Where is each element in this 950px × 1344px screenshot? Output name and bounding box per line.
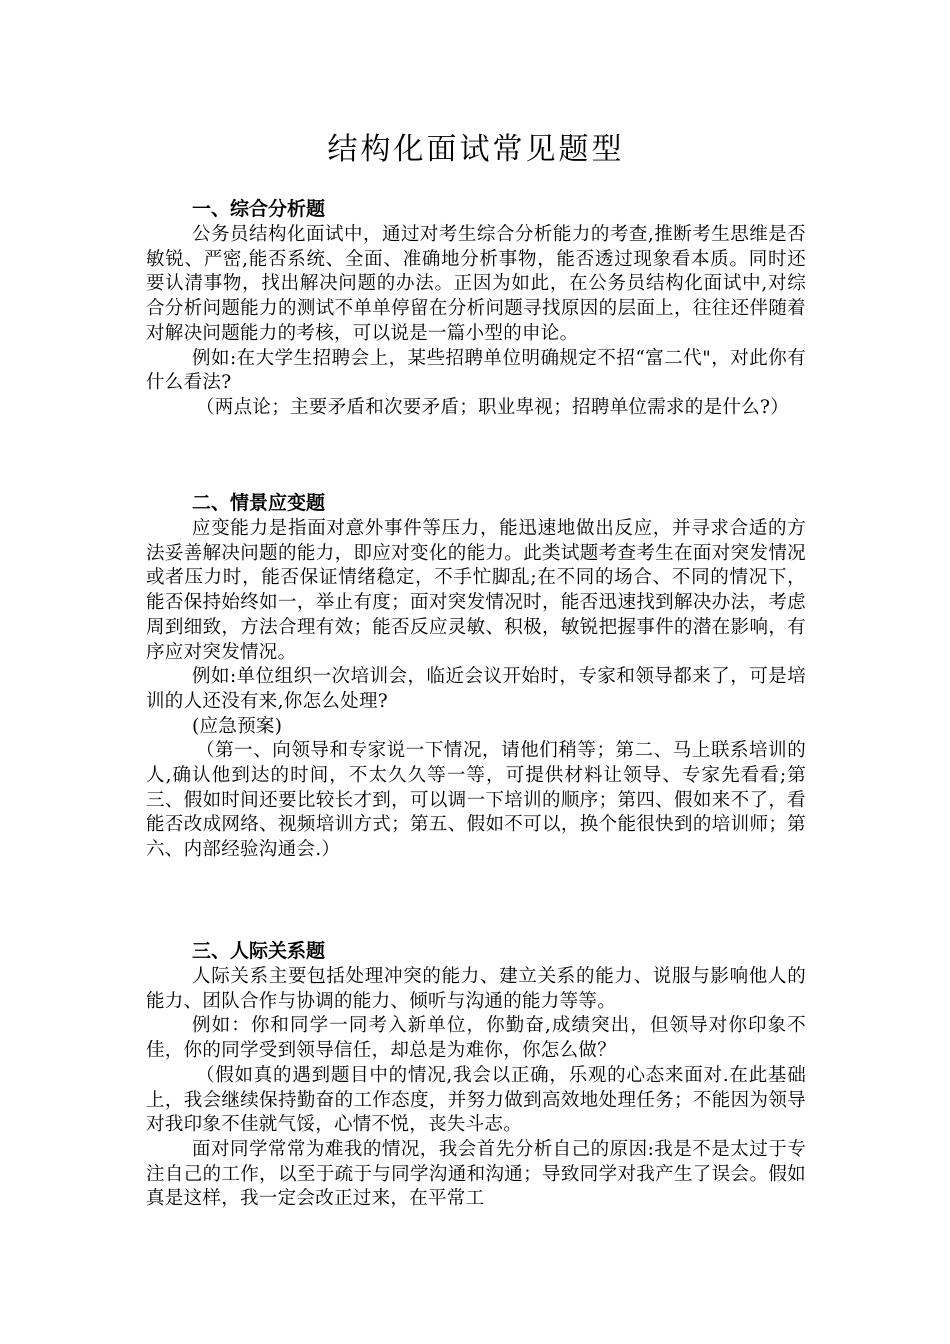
answer-paragraph: 面对同学常常为难我的情况，我会首先分析自己的原因:我是不是太过于专注自己的工作，以至于疏于与同学沟通和沟通；导致同学对我产生了误会。假如真是这样，我一定会改正过来，在平常工 <box>146 1138 806 1210</box>
answer-label: (应急预案) <box>192 715 283 737</box>
answer-paragraph: （假如真的遇到题目中的情况,我会以正确，乐观的心态来面对.在此基础上，我会继续保持勤奋的工作态度，并努力做到高效地处理任务；不能因为领导对我印象不佳就气馁，心情不悦，丧失斗志。 <box>146 1064 806 1136</box>
section-paragraph: 人际关系主要包括处理冲突的能力、建立关系的能力、说服与影响他人的能力、团队合作与协调的能力、倾听与沟通的能力等等。 <box>146 966 806 1012</box>
section-comprehensive-analysis <box>146 196 806 421</box>
section-heading: 一、综合分析题 <box>192 198 326 220</box>
answer-hint: （第一、向领导和专家说一下情况，请他们稍等；第二、马上联系培训的人,确认他到达的时间，不太久久等一等，可提供材料让领导、专家先看看;第三、假如时间还要比较长才到，可以调一下培训的顺序；第四、假如来不了，看能否改成网络、视频培训方式；第五、假如不可以，换个能很快到的培训师；第六、内部经验沟通会.） <box>146 740 806 861</box>
section-paragraph: 公务员结构化面试中，通过对考生综合分析能力的考查,推断考生思维是否敏锐、严密,能否系统、全面、准确地分析事物，能否透过现象看本质。同时还要认清事物，找出解决问题的办法。正因为如此，在公务员结构化面试中,对综合分析问题能力的测试不单单停留在分析问题寻找原因的层面上，往往还伴随着对解决问题能力的考核，可以说是一篇小型的申论。 <box>146 224 806 344</box>
example-question: 例如:在大学生招聘会上，某些招聘单位明确规定不招“富二代"，对此你有什么看法? <box>146 347 806 394</box>
section-interpersonal-relations <box>146 938 806 1212</box>
example-question: 例如：你和同学一同考入新单位，你勤奋,成绩突出，但领导对你印象不佳，你的同学受到领导信任，却总是为难你，你怎么做？ <box>146 1015 806 1062</box>
section-heading: 三、人际关系题 <box>192 940 326 962</box>
section-situational-response <box>146 490 806 863</box>
document-title: 结构化面试常见题型 <box>327 132 625 167</box>
answer-hint: （两点论；主要矛盾和次要矛盾；职业卑视；招聘单位需求的是什么?） <box>196 396 790 418</box>
example-question: 例如:单位组织一次培训会，临近会议开始时，专家和领导都来了，可是培训的人还没有来,你怎么处理? <box>146 666 806 712</box>
section-paragraph: 应变能力是指面对意外事件等压力，能迅速地做出反应，并寻求合适的方法妥善解决问题的能力，即应对变化的能力。此类试题考查考生在面对突发情况或者压力时，能否保证情绪稳定，不手忙脚乱;在不同的场合、不同的情况下，能否保持始终如一，举止有度；面对突发情况时，能否迅速找到解决办法，考虑周到细致，方法合理有效；能否反应灵敏、积极，敏锐把握事件的潜在影响，有序应对突发情况。 <box>146 518 806 663</box>
section-heading: 二、情景应变题 <box>192 492 326 514</box>
